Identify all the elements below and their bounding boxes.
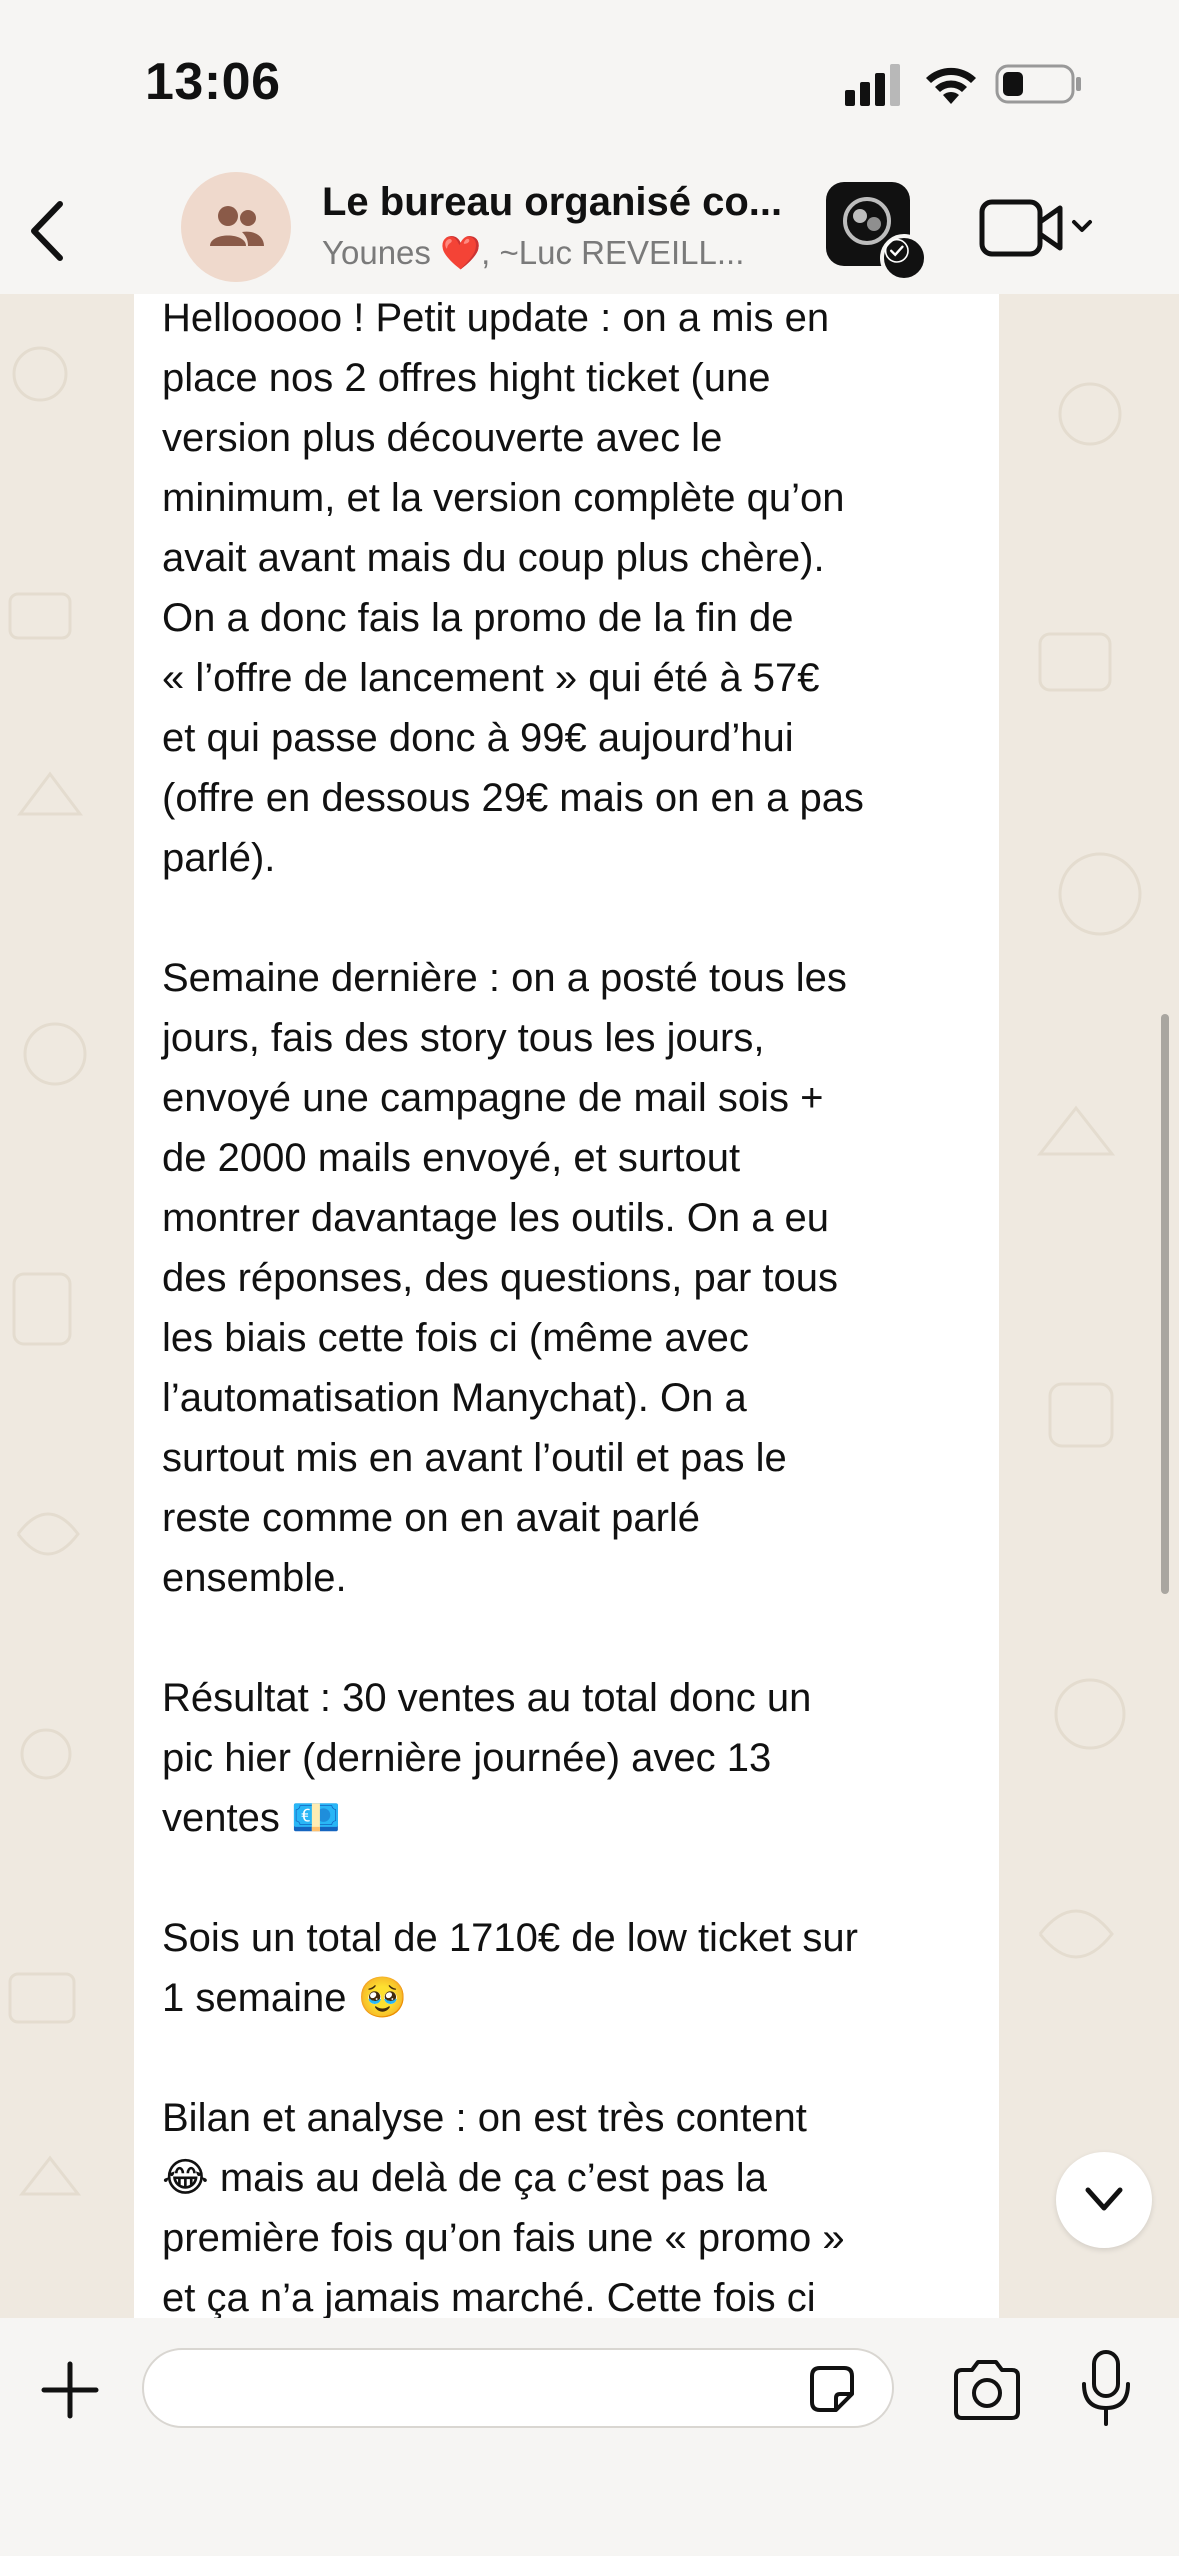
scrollbar[interactable]	[1161, 1014, 1169, 1594]
message-input[interactable]	[142, 2348, 894, 2428]
camera-icon[interactable]	[950, 2358, 1024, 2422]
message-paragraph: Sois un total de 1710€ de low ticket sur 1 semaine 🥹	[162, 1916, 858, 2020]
message-bubble[interactable]	[134, 294, 999, 2318]
video-camera-icon[interactable]	[978, 196, 1098, 260]
plus-icon[interactable]	[38, 2358, 102, 2422]
status-bar	[0, 0, 1179, 160]
verified-badge	[880, 234, 928, 282]
chevron-left-icon[interactable]	[22, 196, 72, 266]
message-paragraph: Hellooooo ! Petit update : on a mis en place nos 2 offres hight ticket (une version plus découverte avec le minimum, et la version complète qu’on avait avant mais du coup plus chère). On a donc fais la promo de la fin de « l’offre de lancement » qui été à 57€ et qui passe donc à 99€ aujourd’hui (offre en dessous 29€ mais on en a pas parlé).	[162, 296, 864, 880]
group-people-icon	[206, 202, 266, 252]
sticker-icon[interactable]	[804, 2362, 860, 2418]
composer-bar	[0, 2318, 1179, 2556]
microphone-icon[interactable]	[1078, 2348, 1134, 2428]
scroll-to-bottom-button[interactable]	[1056, 2152, 1152, 2248]
message-paragraph: Semaine dernière : on a posté tous les jours, fais des story tous les jours, envoyé une campagne de mail sois + de 2000 mails envoyé, et surtout montrer davantage les outils. On a eu des réponses, des questions, par tous les biais cette fois ci (même avec l’automatisation Manychat). On a surtout mis en avant l’outil et pas le reste comme on en avait parlé ensemble.	[162, 956, 847, 1600]
status-time: 13:06	[145, 53, 281, 111]
community-icon[interactable]	[826, 182, 910, 266]
chat-title[interactable]: Le bureau organisé co...	[322, 180, 783, 224]
chat-header	[0, 160, 1179, 294]
wifi-icon	[922, 62, 980, 106]
message-paragraph: Bilan et analyse : on est très content 😂 mais au delà de ça c’est pas la première fois qu’on fais une « promo » et ça n’a jamais marché. Cette fois ci	[162, 2096, 845, 2318]
message-paragraph: Résultat : 30 ventes au total donc un pic hier (dernière journée) avec 13 ventes 💶	[162, 1676, 812, 1840]
chat-area[interactable]	[0, 294, 1179, 2318]
message-text	[162, 294, 992, 2318]
signal-icon	[845, 62, 903, 106]
chat-participants[interactable]: Younes ❤️, ~Luc REVEILL...	[322, 234, 745, 271]
group-avatar[interactable]	[181, 172, 291, 282]
chevron-down-icon	[1082, 2182, 1126, 2218]
battery-icon	[995, 62, 1083, 106]
